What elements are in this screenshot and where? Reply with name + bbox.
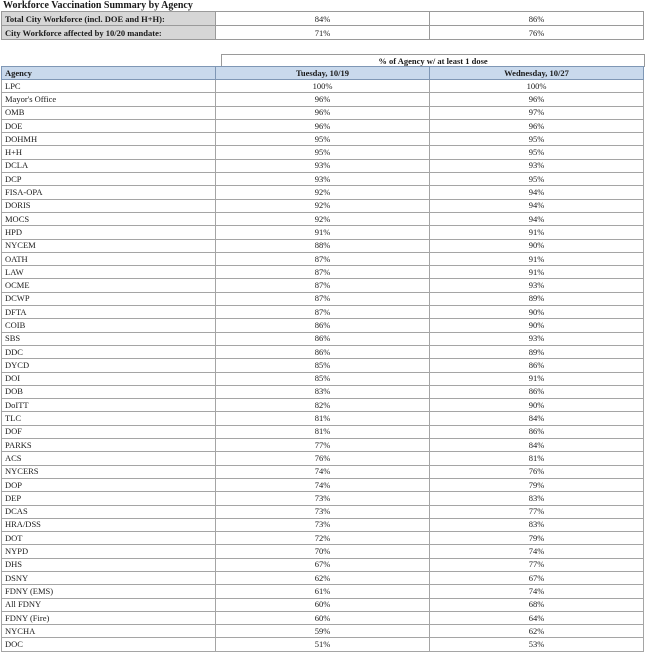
wednesday-value-cell[interactable]: 100% [430,80,644,93]
tuesday-value-cell[interactable]: 60% [216,611,430,624]
agency-cell[interactable]: NYCERS [2,465,216,478]
wednesday-value-cell[interactable]: 81% [430,452,644,465]
wednesday-value-cell[interactable]: 95% [430,133,644,146]
wednesday-value-cell[interactable]: 84% [430,439,644,452]
tuesday-value-cell[interactable]: 87% [216,306,430,319]
table-row [2,399,644,412]
summary-table [1,11,644,40]
agency-cell[interactable]: DCAS [2,505,216,518]
table-row [2,385,644,398]
agency-cell[interactable]: H+H [2,146,216,159]
table-row [2,571,644,584]
agency-cell[interactable]: DOP [2,478,216,491]
table-row [2,252,644,265]
agency-cell[interactable]: PARKS [2,439,216,452]
agency-cell[interactable]: OCME [2,279,216,292]
table-row [2,558,644,571]
tuesday-value-cell[interactable]: 70% [216,545,430,558]
wednesday-value-cell[interactable]: 67% [430,571,644,584]
agency-cell[interactable]: HRA/DSS [2,518,216,531]
wednesday-value-cell[interactable]: 64% [430,611,644,624]
table-row [2,173,644,186]
wednesday-value-cell[interactable]: 93% [430,332,644,345]
table-row [2,611,644,624]
table-row [2,319,644,332]
tuesday-value-cell[interactable]: 92% [216,199,430,212]
agency-cell[interactable]: ACS [2,452,216,465]
table-row [2,359,644,372]
agency-cell[interactable]: OMB [2,106,216,119]
wednesday-value-cell[interactable]: 83% [430,518,644,531]
percent-dose-header: % of Agency w/ at least 1 dose [221,54,645,67]
wednesday-value-cell[interactable]: 90% [430,306,644,319]
agency-cell[interactable]: SBS [2,332,216,345]
table-row [2,199,644,212]
table-row [2,638,644,651]
wednesday-value-cell[interactable]: 93% [430,159,644,172]
wednesday-value-cell[interactable]: 94% [430,199,644,212]
table-row [2,266,644,279]
agency-cell[interactable]: FISA-OPA [2,186,216,199]
agency-cell[interactable]: DCP [2,173,216,186]
table-row [2,478,644,491]
tuesday-value-cell[interactable]: 85% [216,372,430,385]
wednesday-value-cell[interactable]: 95% [430,146,644,159]
table-row [2,146,644,159]
tuesday-value-cell[interactable]: 87% [216,279,430,292]
table-row [2,532,644,545]
tuesday-value-cell[interactable]: 96% [216,93,430,106]
tuesday-value-cell[interactable]: 81% [216,425,430,438]
wednesday-value-cell[interactable]: 77% [430,505,644,518]
tuesday-value-cell[interactable]: 61% [216,585,430,598]
summary-tuesday-cell[interactable]: 84% [216,12,430,26]
table-row [2,492,644,505]
tuesday-value-cell[interactable]: 83% [216,385,430,398]
summary-tuesday-cell[interactable]: 71% [216,26,430,40]
wednesday-value-cell[interactable]: 97% [430,106,644,119]
summary-row [2,26,644,40]
tuesday-value-cell[interactable]: 93% [216,159,430,172]
agency-cell[interactable]: COIB [2,319,216,332]
agency-cell[interactable]: NYPD [2,545,216,558]
table-row [2,306,644,319]
tuesday-value-cell[interactable]: 51% [216,638,430,651]
agency-cell[interactable]: LAW [2,266,216,279]
table-row [2,279,644,292]
agency-cell[interactable]: LPC [2,80,216,93]
agency-column-header[interactable]: Agency [2,67,216,80]
agency-cell[interactable]: OATH [2,252,216,265]
wednesday-value-cell[interactable]: 76% [430,465,644,478]
table-row [2,80,644,93]
wednesday-column-header[interactable]: Wednesday, 10/27 [430,67,644,80]
table-row [2,518,644,531]
agency-cell[interactable]: DoITT [2,399,216,412]
table-row [2,439,644,452]
agency-cell[interactable]: NYCEM [2,239,216,252]
agency-cell[interactable]: All FDNY [2,598,216,611]
summary-label-cell[interactable]: City Workforce affected by 10/20 mandate: [2,26,216,40]
agency-cell[interactable]: DOHMH [2,133,216,146]
agency-table [1,66,644,652]
tuesday-value-cell[interactable]: 81% [216,412,430,425]
tuesday-column-header[interactable]: Tuesday, 10/19 [216,67,430,80]
tuesday-value-cell[interactable]: 86% [216,345,430,358]
agency-cell[interactable]: NYCHA [2,625,216,638]
tuesday-value-cell[interactable]: 88% [216,239,430,252]
tuesday-value-cell[interactable]: 76% [216,452,430,465]
agency-cell[interactable]: DCWP [2,292,216,305]
tuesday-value-cell[interactable]: 92% [216,212,430,225]
wednesday-value-cell[interactable]: 91% [430,372,644,385]
agency-cell[interactable]: DOI [2,372,216,385]
tuesday-value-cell[interactable]: 100% [216,80,430,93]
tuesday-value-cell[interactable]: 95% [216,133,430,146]
tuesday-value-cell[interactable]: 73% [216,518,430,531]
wednesday-value-cell[interactable]: 79% [430,478,644,491]
tuesday-value-cell[interactable]: 87% [216,266,430,279]
wednesday-value-cell[interactable]: 83% [430,492,644,505]
wednesday-value-cell[interactable]: 90% [430,239,644,252]
agency-cell[interactable]: Mayor's Office [2,93,216,106]
wednesday-value-cell[interactable]: 96% [430,93,644,106]
agency-cell[interactable]: DEP [2,492,216,505]
wednesday-value-cell[interactable]: 93% [430,279,644,292]
agency-cell[interactable]: TLC [2,412,216,425]
table-row [2,425,644,438]
tuesday-value-cell[interactable]: 86% [216,319,430,332]
agency-cell[interactable]: FDNY (EMS) [2,585,216,598]
wednesday-value-cell[interactable]: 91% [430,266,644,279]
wednesday-value-cell[interactable]: 74% [430,585,644,598]
report-title: Workforce Vaccination Summary by Agency [3,0,193,11]
tuesday-value-cell[interactable]: 62% [216,571,430,584]
agency-cell[interactable]: DOE [2,119,216,132]
tuesday-value-cell[interactable]: 86% [216,332,430,345]
wednesday-value-cell[interactable]: 94% [430,186,644,199]
wednesday-value-cell[interactable]: 62% [430,625,644,638]
wednesday-value-cell[interactable]: 53% [430,638,644,651]
wednesday-value-cell[interactable]: 89% [430,292,644,305]
wednesday-value-cell[interactable]: 91% [430,252,644,265]
tuesday-value-cell[interactable]: 87% [216,252,430,265]
table-row [2,452,644,465]
agency-cell[interactable]: DYCD [2,359,216,372]
agency-cell[interactable]: DOC [2,638,216,651]
table-row [2,412,644,425]
tuesday-value-cell[interactable]: 73% [216,492,430,505]
summary-row [2,12,644,26]
table-row [2,345,644,358]
summary-label-cell[interactable]: Total City Workforce (incl. DOE and H+H): [2,12,216,26]
wednesday-value-cell[interactable]: 95% [430,173,644,186]
wednesday-value-cell[interactable]: 68% [430,598,644,611]
agency-cell[interactable]: FDNY (Fire) [2,611,216,624]
table-row [2,598,644,611]
tuesday-value-cell[interactable]: 93% [216,173,430,186]
tuesday-value-cell[interactable]: 87% [216,292,430,305]
agency-cell[interactable]: DFTA [2,306,216,319]
wednesday-value-cell[interactable]: 91% [430,226,644,239]
tuesday-value-cell[interactable]: 72% [216,532,430,545]
agency-cell[interactable]: DORIS [2,199,216,212]
agency-cell[interactable]: DHS [2,558,216,571]
tuesday-value-cell[interactable]: 92% [216,186,430,199]
tuesday-value-cell[interactable]: 95% [216,146,430,159]
wednesday-value-cell[interactable]: 90% [430,319,644,332]
tuesday-value-cell[interactable]: 73% [216,505,430,518]
tuesday-value-cell[interactable]: 60% [216,598,430,611]
table-row [2,465,644,478]
agency-cell[interactable]: MOCS [2,212,216,225]
tuesday-value-cell[interactable]: 85% [216,359,430,372]
table-row [2,625,644,638]
wednesday-value-cell[interactable]: 77% [430,558,644,571]
table-row [2,226,644,239]
tuesday-value-cell[interactable]: 67% [216,558,430,571]
wednesday-value-cell[interactable]: 94% [430,212,644,225]
tuesday-value-cell[interactable]: 74% [216,478,430,491]
wednesday-value-cell[interactable]: 90% [430,399,644,412]
wednesday-value-cell[interactable]: 89% [430,345,644,358]
wednesday-value-cell[interactable]: 96% [430,119,644,132]
table-row [2,212,644,225]
agency-cell[interactable]: DDC [2,345,216,358]
wednesday-value-cell[interactable]: 86% [430,385,644,398]
agency-cell[interactable]: HPD [2,226,216,239]
wednesday-value-cell[interactable]: 86% [430,359,644,372]
table-row [2,239,644,252]
agency-cell[interactable]: DSNY [2,571,216,584]
table-row [2,133,644,146]
tuesday-value-cell[interactable]: 77% [216,439,430,452]
table-row [2,292,644,305]
table-row [2,545,644,558]
wednesday-value-cell[interactable]: 86% [430,425,644,438]
table-row [2,186,644,199]
header-row [2,67,644,80]
tuesday-value-cell[interactable]: 82% [216,399,430,412]
tuesday-value-cell[interactable]: 91% [216,226,430,239]
agency-cell[interactable]: DOT [2,532,216,545]
tuesday-value-cell[interactable]: 96% [216,119,430,132]
table-row [2,585,644,598]
table-row [2,119,644,132]
tuesday-value-cell[interactable]: 96% [216,106,430,119]
table-row [2,93,644,106]
table-row [2,372,644,385]
table-row [2,505,644,518]
summary-wednesday-cell[interactable]: 86% [430,12,644,26]
tuesday-value-cell[interactable]: 74% [216,465,430,478]
summary-wednesday-cell[interactable]: 76% [430,26,644,40]
table-row [2,159,644,172]
agency-cell[interactable]: DOB [2,385,216,398]
table-row [2,332,644,345]
tuesday-value-cell[interactable]: 59% [216,625,430,638]
wednesday-value-cell[interactable]: 74% [430,545,644,558]
agency-cell[interactable]: DOF [2,425,216,438]
table-row [2,106,644,119]
wednesday-value-cell[interactable]: 84% [430,412,644,425]
agency-cell[interactable]: DCLA [2,159,216,172]
wednesday-value-cell[interactable]: 79% [430,532,644,545]
